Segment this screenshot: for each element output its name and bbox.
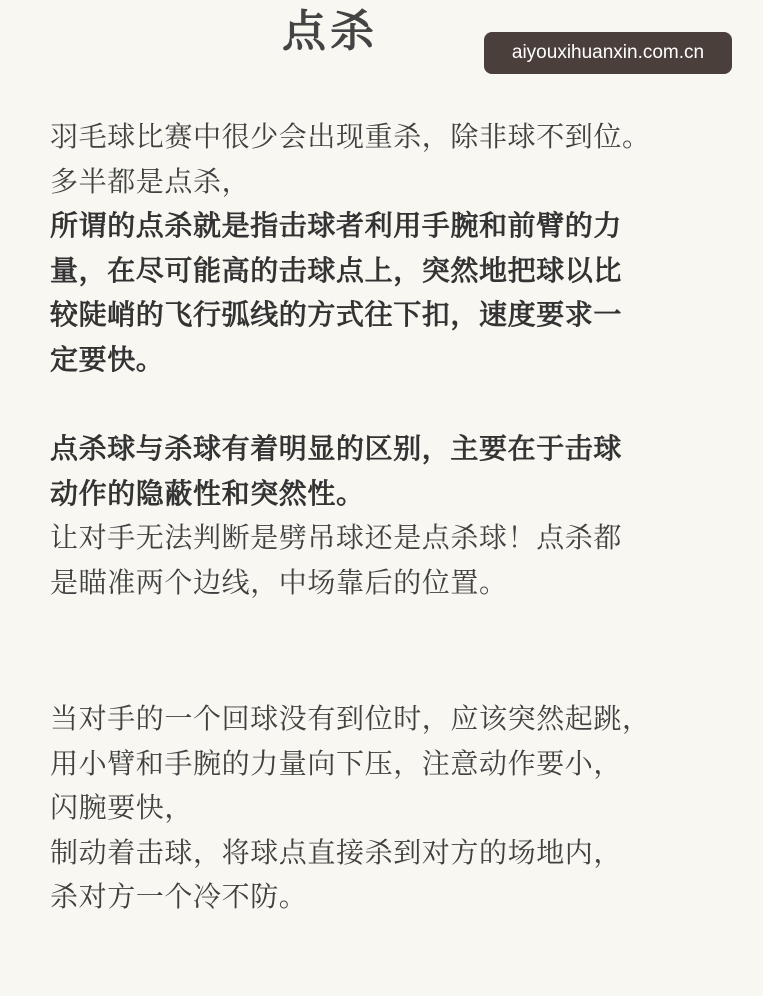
text-line: 用小臂和手腕的力量向下压，注意动作要小， <box>50 746 623 780</box>
text-line: 点杀球与杀球有着明显的区别，主要在于击球 <box>50 432 623 465</box>
text-line: 量，在尽可能高的击球点上，突然地把球以比 <box>50 253 623 287</box>
paragraph-2 <box>50 427 740 605</box>
text-line: 较陡峭的飞行弧线的方式往下扣，速度要求一 <box>50 298 623 331</box>
text-line: 当对手的一个回球没有到位时，应该突然起跳， <box>50 702 651 735</box>
text-line: 动作的隐蔽性和突然性。 <box>50 476 365 510</box>
text-line: 羽毛球比赛中很少会出现重杀，除非球不到位。 <box>50 120 651 153</box>
paragraph-1 <box>50 115 740 382</box>
text-line: 是瞄准两个边线，中场靠后的位置。 <box>50 565 508 599</box>
page-title: 点杀 <box>282 6 378 57</box>
text-line: 多半都是点杀， <box>50 164 251 198</box>
text-line: 制动着击球，将球点直接杀到对方的场地内， <box>50 835 623 869</box>
text-line: 杀对方一个冷不防。 <box>50 880 308 913</box>
text-line: 定要快。 <box>50 342 165 376</box>
text-line: 让对手无法判断是劈吊球还是点杀球！点杀都 <box>50 521 623 554</box>
text-line: 所谓的点杀就是指击球者利用手腕和前臂的力 <box>50 209 623 242</box>
paragraph-3 <box>50 697 740 920</box>
watermark-badge: aiyouxihuanxin.com.cn <box>484 32 732 74</box>
text-line: 闪腕要快， <box>50 791 194 824</box>
